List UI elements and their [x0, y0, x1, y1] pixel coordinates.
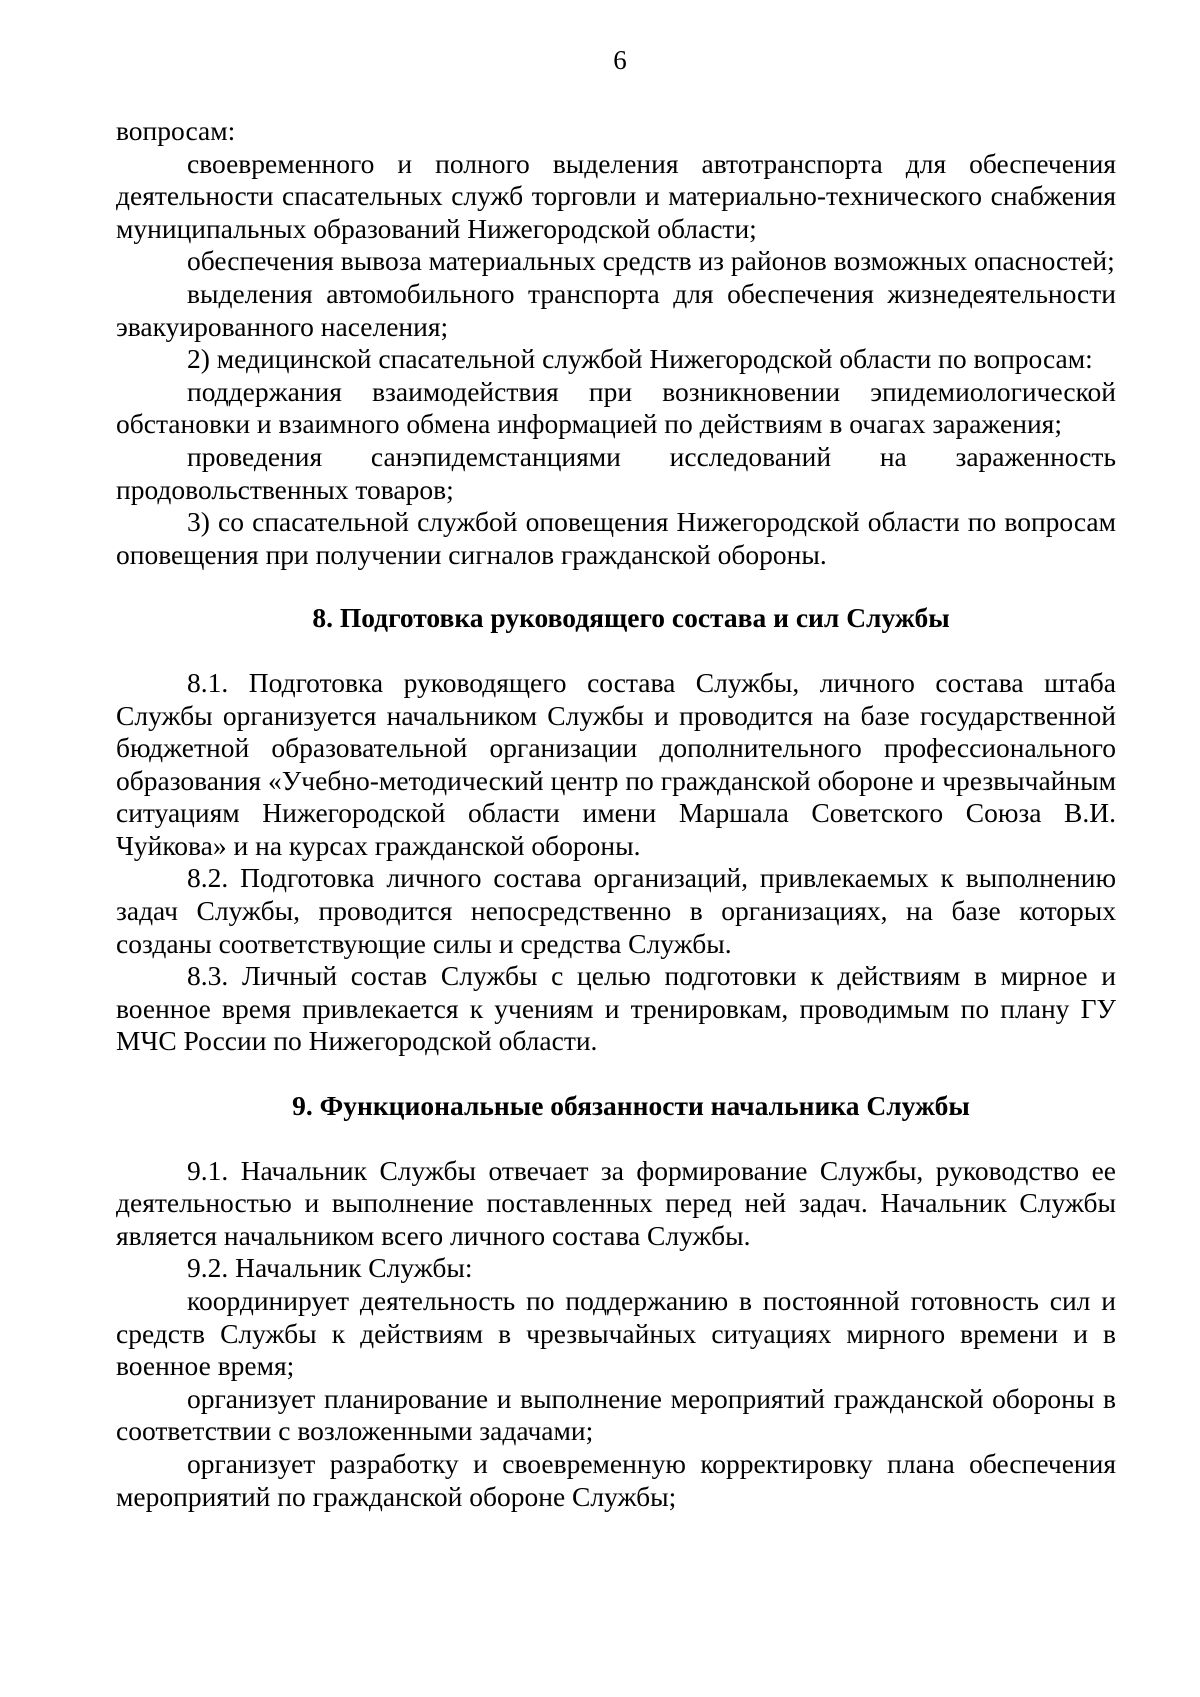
paragraph-item: выделения автомобильного транспорта для обеспечения жизнедеятельности эвакуированного населения;: [116, 277, 1116, 342]
paragraph-lead: вопросам:: [116, 115, 236, 146]
document-body: [116, 115, 1116, 1513]
paragraph-8-2: 8.2. Подготовка личного состава организаций, привлекаемых к выполнению задач Службы, проводится непосредственно в организациях, на базе которых созданы соответствующие силы и средства Службы.: [116, 862, 1116, 959]
section-8-heading: 8. Подготовка руководящего состава и сил Службы: [312, 602, 950, 634]
paragraph-point-3: 3) со спасательной службой оповещения Нижегородской области по вопросам оповещения при получении сигналов гражданской обороны.: [116, 506, 1116, 570]
paragraph-item: организует планирование и выполнение мероприятий гражданской обороны в соответствии с возложенными задачами;: [116, 1382, 1116, 1447]
paragraph-item: координирует деятельность по поддержанию в постоянной готовность сил и средств Службы к действиям в чрезвычайных ситуациях мирного времени и в военное время;: [116, 1285, 1116, 1382]
paragraph-item: поддержания взаимодействия при возникновении эпидемиологической обстановки и взаимного обмена информацией по действиям в очагах заражения;: [116, 375, 1116, 440]
paragraph-8-1: 8.1. Подготовка руководящего состава Службы, личного состава штаба Службы организуется начальником Службы и проводится на базе государственной бюджетной образовательной организации дополнительного профессионального образования «Учебно-методический центр по гражданской обороне и чрезвычайным ситуациям Нижегородской области имени Маршала Советского Союза В.И. Чуйкова» и на курсах гражданской обороны.: [116, 666, 1116, 861]
section-9-heading: 9. Функциональные обязанности начальника Службы: [292, 1090, 970, 1122]
paragraph-8-3: 8.3. Личный состав Службы с целью подготовки к действиям в мирное и военное время привлекается к учениям и тренировкам, проводимым по плану ГУ МЧС России по Нижегородской области.: [116, 960, 1116, 1057]
page-number: 6: [613, 45, 627, 75]
paragraph-9-1: 9.1. Начальник Службы отвечает за формирование Службы, руководство ее деятельностью и выполнение поставленных перед ней задач. Начальник Службы является начальником всего личного состава Службы.: [116, 1154, 1116, 1251]
paragraph-item: проведения санэпидемстанциями исследований на зараженность продовольственных товаров;: [116, 440, 1116, 505]
paragraph-point-2: 2) медицинской спасательной службой Нижегородской области по вопросам:: [187, 343, 1093, 375]
paragraph-9-2: 9.2. Начальник Службы:: [187, 1252, 473, 1284]
paragraph-item: организует разработку и своевременную корректировку плана обеспечения мероприятий по гражданской обороне Службы;: [116, 1447, 1116, 1512]
paragraph-item: обеспечения вывоза материальных средств из районов возможных опасностей;: [187, 245, 1115, 277]
paragraph-item: своевременного и полного выделения автотранспорта для обеспечения деятельности спасательных служб торговли и материально-технического снабжения муниципальных образований Нижегородской области;: [116, 147, 1116, 244]
